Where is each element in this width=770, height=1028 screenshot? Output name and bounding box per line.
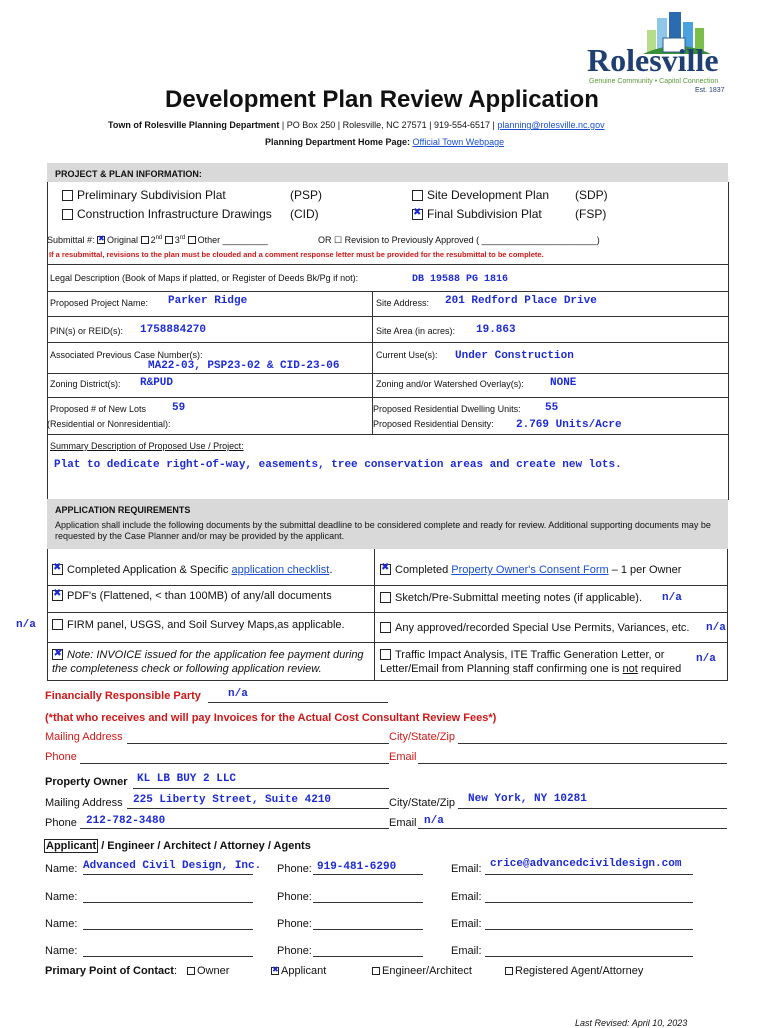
plan-code-sdp: (SDP) — [575, 188, 608, 202]
financial-email-line[interactable] — [418, 763, 727, 764]
project-name-value[interactable]: Parker Ridge — [168, 295, 248, 307]
cid-checkbox[interactable] — [62, 209, 73, 220]
divider — [47, 291, 728, 292]
page-title: Development Plan Review Application — [165, 86, 599, 113]
density-value[interactable]: 2.769 Units/Acre — [516, 419, 622, 431]
financial-city-label: City/State/Zip — [389, 731, 456, 743]
req-invoice-note: ✖Note: INVOICE issued for the application fee payment during the completeness check or following application review. — [52, 648, 364, 676]
home-page-line — [265, 137, 504, 147]
applicant-name-label: Name: — [45, 945, 78, 957]
applicant-name-label: Name: — [45, 918, 78, 930]
last-revised: Last Revised: April 10, 2023 — [575, 1018, 688, 1028]
current-use-label: Current Use(s): — [376, 350, 438, 360]
financial-label: Financially Responsible Party — [45, 690, 201, 702]
req4-note[interactable]: n/a — [662, 592, 682, 604]
owner-phone-value[interactable]: 212-782-3480 — [86, 815, 166, 827]
applicant-phone-line[interactable] — [313, 874, 423, 875]
owner-phone-label: Phone — [45, 817, 77, 829]
pin-label: PIN(s) or REID(s): — [50, 326, 123, 336]
owner-mailing-value[interactable]: 225 Liberty Street, Suite 4210 — [133, 794, 332, 806]
logo-name: Rolesville — [587, 42, 719, 78]
column-divider — [374, 549, 375, 680]
owner-city-label: City/State/Zip — [389, 797, 456, 809]
column-divider — [727, 549, 728, 680]
req-traffic[interactable]: Traffic Impact Analysis, ITE Traffic Generation Letter, or Letter/Email from Planning staff confirming one is not required — [380, 649, 682, 675]
req5-note[interactable]: n/a — [16, 619, 36, 631]
plan-code-psp: (PSP) — [290, 188, 323, 202]
owner-email-line — [418, 828, 727, 829]
legal-desc-value[interactable]: DB 19588 PG 1816 — [412, 274, 509, 285]
req6-note[interactable]: n/a — [706, 622, 726, 634]
financial-value[interactable]: n/a — [228, 688, 248, 700]
legal-desc-label: Legal Description (Book of Maps if platted, or Register of Deeds Bk/Pg if not): — [50, 273, 359, 283]
applicant-heading-rest: / Engineer / Architect / Attorney / Agents — [101, 840, 311, 852]
submittal-label: Submittal #: — [47, 235, 95, 245]
primary-contact-row: Primary Point of Contact: — [45, 965, 178, 977]
divider — [47, 342, 728, 343]
application-checklist-link[interactable]: application checklist — [231, 564, 330, 576]
divider — [47, 585, 728, 586]
applicant-email-label: Email: — [451, 863, 482, 875]
divider — [47, 680, 728, 681]
req3-checkbox[interactable] — [52, 590, 63, 601]
plan-type-fsp[interactable]: ✖Final Subdivision Plat — [412, 207, 542, 221]
applicant-email-label: Email: — [451, 945, 482, 957]
site-address-value[interactable]: 201 Redford Place Drive — [445, 295, 597, 307]
density-label: Proposed Residential Density: — [373, 419, 494, 429]
applicant-email-line[interactable] — [485, 956, 693, 957]
applicant-phone-value[interactable]: 919-481-6290 — [317, 861, 397, 873]
resubmittal-option[interactable]: OR ☐ Revision to Previously Approved ( _______________________) — [318, 235, 600, 245]
psp-checkbox[interactable] — [62, 190, 73, 201]
applicant-email-line[interactable] — [485, 874, 693, 875]
req-sketch-notes[interactable]: Sketch/Pre-Submittal meeting notes (if applicable). — [380, 592, 642, 604]
zoning-label: Zoning District(s): — [50, 379, 121, 389]
req8-checkbox[interactable] — [380, 649, 391, 660]
plan-code-cid: (CID) — [290, 207, 319, 221]
divider — [47, 434, 728, 435]
plan-type-psp[interactable]: Preliminary Subdivision Plat — [62, 188, 226, 202]
financial-mailing-line[interactable] — [127, 743, 389, 744]
owner-label: Property Owner — [45, 776, 128, 788]
owner-value[interactable]: KL LB BUY 2 LLC — [137, 773, 237, 785]
owner-city-line — [458, 808, 727, 809]
financial-phone-line[interactable] — [80, 763, 389, 764]
owner-email-label: Email — [389, 817, 417, 829]
project-name-label: Proposed Project Name: — [50, 298, 149, 308]
owner-city-value[interactable]: New York, NY 10281 — [468, 793, 587, 805]
applicant-heading — [44, 840, 311, 852]
dept-line — [108, 120, 605, 130]
site-area-label: Site Area (in acres): — [376, 326, 456, 336]
lots-sub-label: (Residential or Nonresidential): — [47, 419, 171, 429]
applicant-name-label: Name: — [45, 863, 78, 875]
contact-owner[interactable]: Owner — [187, 965, 229, 977]
site-address-label: Site Address: — [376, 298, 430, 308]
req-application-checklist[interactable]: ✖Completed Application & Specific application checklist. — [52, 564, 332, 576]
plan-type-sdp[interactable]: Site Development Plan — [412, 188, 549, 202]
plan-code-fsp: (FSP) — [575, 207, 607, 221]
applicant-email-line[interactable] — [485, 929, 693, 930]
second-checkbox[interactable] — [141, 236, 149, 244]
home-page-label: Planning Department Home Page: — [265, 137, 411, 147]
logo-tagline: Genuine Community • Capitol Connection — [589, 78, 719, 85]
agent-contact-checkbox[interactable] — [505, 967, 513, 975]
applicant-phone-line[interactable] — [313, 929, 423, 930]
dept-name: Town of Rolesville Planning Department — [108, 120, 280, 130]
resubmittal-note: If a resubmittal, revisions to the plan must be clouded and a comment response letter must be provided for the resubmittal to be complete. — [49, 250, 544, 259]
req1-checkbox[interactable] — [52, 564, 63, 575]
engineer-contact-checkbox[interactable] — [372, 967, 380, 975]
contact-agent[interactable]: Registered Agent/Attorney — [505, 965, 643, 977]
financial-note: (*that who receives and will pay Invoices for the Actual Cost Consultant Review Fees*) — [45, 712, 497, 724]
owner-value-line — [133, 788, 389, 789]
requirements-title: APPLICATION REQUIREMENTS — [55, 505, 191, 515]
pin-value[interactable]: 1758884270 — [140, 324, 207, 336]
submittal-row: Submittal #: ✖ Original 2nd 3rd Other _________ — [47, 235, 268, 245]
divider — [47, 373, 728, 374]
lots-value[interactable]: 59 — [172, 402, 186, 414]
financial-city-line[interactable] — [458, 743, 727, 744]
town-logo — [585, 8, 745, 93]
applicant-contact-checkbox-checked[interactable] — [271, 967, 279, 975]
applicant-name-line[interactable] — [83, 956, 253, 957]
divider — [47, 642, 728, 643]
other-checkbox[interactable] — [188, 236, 196, 244]
divider — [47, 612, 728, 613]
overlay-value[interactable]: NONE — [550, 377, 577, 389]
lots-label: Proposed # of New Lots — [50, 404, 147, 414]
owner-mailing-label: Mailing Address — [45, 797, 123, 809]
owner-contact-checkbox[interactable] — [187, 967, 195, 975]
plan-type-cid[interactable]: Construction Infrastructure Drawings — [62, 207, 272, 221]
units-value[interactable]: 55 — [545, 402, 559, 414]
req-firm-panel[interactable]: FIRM panel, USGS, and Soil Survey Maps,as applicable. — [52, 619, 345, 631]
req2-checkbox[interactable] — [380, 564, 391, 575]
contact-engineer[interactable]: Engineer/Architect — [372, 965, 472, 977]
third-checkbox[interactable] — [165, 236, 173, 244]
prev-case-label: Associated Previous Case Number(s): — [50, 350, 203, 360]
owner-mailing-line — [127, 808, 389, 809]
logo-est: Est. 1837 — [695, 87, 725, 94]
dept-email-link[interactable]: planning@rolesville.nc.gov — [497, 120, 605, 130]
applicant-email-line[interactable] — [485, 902, 693, 903]
current-use-value[interactable]: Under Construction — [455, 350, 574, 362]
applicant-phone-label: Phone: — [277, 918, 312, 930]
units-label: Proposed Residential Dwelling Units: — [373, 404, 521, 414]
financial-mailing-label: Mailing Address — [45, 731, 123, 743]
project-section-title: PROJECT & PLAN INFORMATION: — [55, 169, 202, 179]
applicant-name-value[interactable]: Advanced Civil Design, Inc. — [83, 860, 262, 872]
req6-checkbox[interactable] — [380, 622, 391, 633]
applicant-phone-label: Phone: — [277, 891, 312, 903]
sdp-checkbox[interactable] — [412, 190, 423, 201]
financial-phone-label: Phone — [45, 751, 77, 763]
applicant-name-line[interactable] — [83, 902, 253, 903]
req-pdfs[interactable]: ✖PDF's (Flattened, < than 100MB) of any/all documents — [52, 590, 332, 602]
applicant-email-value[interactable]: crice@advancedcivildesign.com — [490, 858, 682, 870]
applicant-email-label: Email: — [451, 891, 482, 903]
fsp-checkbox-checked[interactable] — [412, 209, 423, 220]
owner-consent-link[interactable]: Property Owner's Consent Form — [451, 564, 609, 576]
summary-label: Summary Description of Proposed Use / Project: — [50, 441, 244, 451]
applicant-phone-line[interactable] — [313, 902, 423, 903]
applicant-phone-line[interactable] — [313, 956, 423, 957]
applicant-phone-label: Phone: — [277, 863, 312, 875]
req8-note[interactable]: n/a — [696, 653, 716, 665]
req4-checkbox[interactable] — [380, 592, 391, 603]
req-owner-consent[interactable]: ✖ Completed Property Owner's Consent Form – 1 per Owner — [380, 564, 681, 576]
divider — [47, 397, 728, 398]
divider — [47, 316, 728, 317]
zoning-value[interactable]: R&PUD — [140, 377, 174, 389]
contact-applicant[interactable]: ✖ Applicant — [271, 965, 326, 977]
divider — [47, 264, 728, 265]
summary-value[interactable]: Plat to dedicate right-of-way, easements, tree conservation areas and create new lots. — [54, 459, 622, 471]
original-checkbox[interactable] — [97, 236, 105, 244]
applicant-email-label: Email: — [451, 918, 482, 930]
prev-case-value[interactable]: MA22-03, PSP23-02 & CID-23-06 — [148, 360, 340, 372]
financial-value-line — [208, 702, 388, 703]
requirements-intro: Application shall include the following documents by the submittal deadline to be considered complete and ready for review. Additional supporting documents may be requested by the Case Planner and/or may be provided by the applicant. — [55, 520, 711, 541]
req7-checkbox[interactable] — [52, 649, 63, 660]
home-page-link[interactable]: Official Town Webpage — [412, 137, 505, 147]
site-area-value[interactable]: 19.863 — [476, 324, 516, 336]
applicant-name-line[interactable] — [83, 874, 253, 875]
applicant-name-line[interactable] — [83, 929, 253, 930]
primary-contact-label: Primary Point of Contact — [45, 965, 174, 977]
applicant-phone-label: Phone: — [277, 945, 312, 957]
applicant-name-label: Name: — [45, 891, 78, 903]
column-divider — [47, 549, 48, 680]
owner-email-value[interactable]: n/a — [424, 815, 444, 827]
overlay-label: Zoning and/or Watershed Overlay(s): — [376, 379, 524, 389]
applicant-heading-boxed: Applicant — [46, 840, 97, 852]
req-special-use[interactable]: Any approved/recorded Special Use Permits, Variances, etc. — [380, 622, 690, 634]
project-box — [47, 182, 729, 500]
owner-phone-line — [80, 828, 389, 829]
financial-email-label: Email — [389, 751, 417, 763]
dept-address: | PO Box 250 | Rolesville, NC 27571 | 919-554-6517 | — [281, 120, 495, 130]
req5-checkbox[interactable] — [52, 619, 63, 630]
